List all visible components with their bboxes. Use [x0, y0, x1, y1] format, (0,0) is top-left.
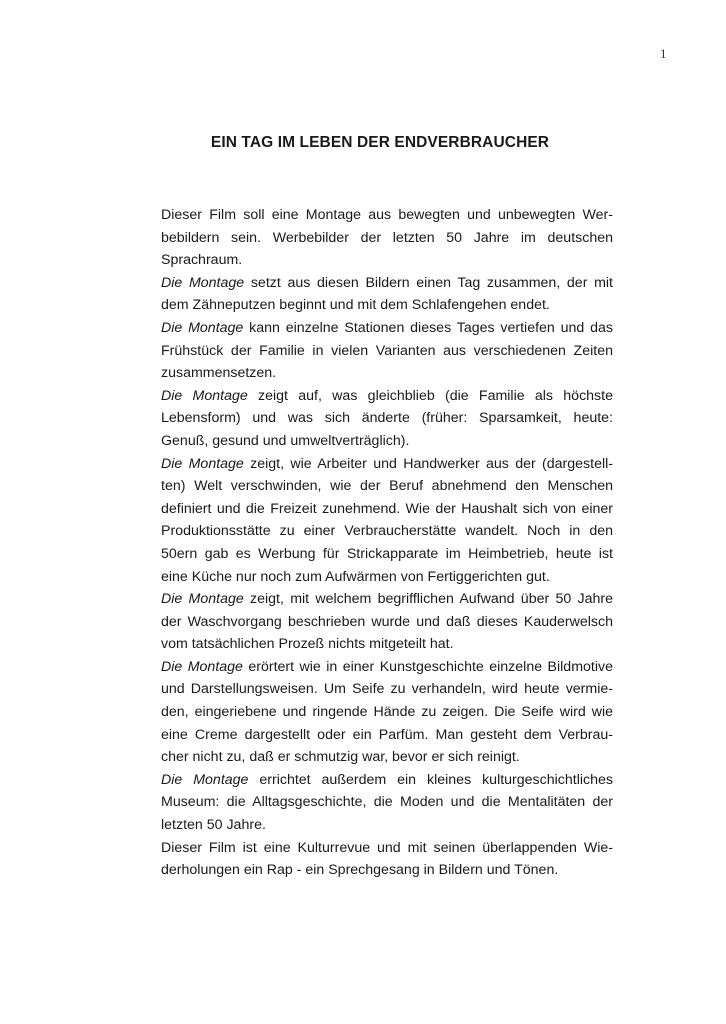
italic-lead: Die Montage — [161, 319, 244, 336]
line-text: kann einzelne Stationen dieses Tages vertiefen und das — [243, 319, 613, 336]
text-line — [161, 859, 613, 882]
line-text: erörtert wie in einer Kunstgeschichte einzelne Bildmotive — [242, 658, 613, 675]
italic-lead: Die Montage — [161, 591, 244, 608]
text-line — [161, 385, 613, 408]
line-text: zeigt, mit welchem begrifflichen Aufwand über 50 Jahre — [243, 591, 613, 608]
line-text: Dieser Film soll eine Montage aus bewegten und unbewegten Wer- — [161, 207, 613, 223]
line-text: setzt aus diesen Bildern einen Tag zusammen, der mit — [244, 274, 613, 291]
line-text: cher nicht zu, daß er schmutzig war, bevor er sich reinigt. — [161, 749, 520, 766]
text-line — [161, 249, 613, 272]
text-line — [161, 633, 613, 656]
italic-lead: Die Montage — [161, 771, 249, 788]
line-text: definiert und die Freizeit zunehmend. Wie der Haushalt sich von einer — [161, 500, 613, 517]
line-text: Frühstück der Familie in vielen Varianten aus verschiedenen Zeiten — [161, 342, 613, 359]
text-line — [161, 430, 613, 453]
text-line — [161, 407, 613, 430]
line-text: der Waschvorgang beschrieben wurde und daß dieses Kauderwelsch — [161, 613, 613, 630]
line-text: zeigt, wie Arbeiter und Handwerker aus der (dargestell- — [243, 455, 613, 472]
line-text: bebildern sein. Werbebilder der letzten 50 Jahre im deutschen — [161, 229, 613, 246]
text-line — [161, 362, 613, 385]
italic-lead: Die Montage — [161, 387, 248, 404]
line-text: 50ern gab es Werbung für Strickapparate im Heimbetrieb, heute ist — [161, 545, 613, 562]
text-line — [161, 520, 613, 543]
text-line — [161, 227, 613, 250]
line-text: eine Creme dargestellt oder ein Parfüm. Man gesteht dem Verbrau- — [161, 726, 613, 743]
text-line — [161, 656, 613, 679]
text-line — [161, 498, 613, 521]
document-body — [161, 204, 613, 882]
italic-lead: Die Montage — [161, 658, 243, 675]
line-text: Genuß, gesund und umweltverträglich). — [161, 432, 410, 449]
text-line — [161, 746, 613, 769]
line-text: zusammensetzen. — [161, 365, 277, 382]
line-text: derholungen ein Rap - ein Sprechgesang in Bildern und Tönen. — [161, 862, 559, 879]
text-line — [161, 611, 613, 634]
text-line — [161, 340, 613, 363]
line-text: eine Küche nur noch zum Aufwärmen von Fertiggerichten gut. — [161, 568, 550, 585]
text-line — [161, 769, 613, 792]
line-text: den, eingeriebene und ringende Hände zu zeigen. Die Seife wird wie — [161, 704, 613, 721]
line-text: vom tatsächlichen Prozeß nichts mitgeteilt hat. — [161, 636, 454, 653]
text-line — [161, 837, 613, 860]
text-line — [161, 294, 613, 317]
line-text: letzten 50 Jahre. — [161, 817, 266, 834]
text-line — [161, 317, 613, 340]
line-text: und Darstellungsweisen. Um Seife zu verhandeln, wird heute vermie- — [161, 681, 613, 698]
line-text: Sprachraum. — [161, 252, 243, 269]
italic-lead: Die Montage — [161, 274, 245, 291]
line-text: ten) Welt verschwinden, wie der Beruf abnehmend den Menschen — [161, 478, 613, 495]
text-line — [161, 724, 613, 747]
line-text: zeigt auf, was gleichblieb (die Familie als höchste — [247, 387, 613, 404]
text-line — [161, 566, 613, 589]
italic-lead: Die Montage — [161, 455, 244, 472]
line-text: Dieser Film ist eine Kulturrevue und mit seinen überlappenden Wie- — [161, 839, 613, 856]
line-text: Museum: die Alltagsgeschichte, die Moden und die Mentalitäten der — [161, 794, 613, 811]
page-number: 1 — [660, 46, 667, 61]
text-line — [161, 814, 613, 837]
text-line — [161, 204, 613, 227]
line-text: dem Zähneputzen beginnt und mit dem Schlafengehen endet. — [161, 297, 550, 314]
document-title: EIN TAG IM LEBEN DER ENDVERBRAUCHER — [210, 134, 550, 151]
text-line — [161, 588, 613, 611]
text-line — [161, 678, 613, 701]
line-text: Lebensform) und was sich änderte (früher: Sparsamkeit, heute: — [161, 410, 613, 427]
text-line — [161, 272, 613, 295]
text-line — [161, 475, 613, 498]
text-line — [161, 453, 613, 476]
line-text: errichtet außerdem ein kleines kulturgeschichtliches — [248, 771, 613, 788]
text-line — [161, 543, 613, 566]
line-text: Produktionsstätte zu einer Verbraucherstätte wandelt. Noch in den — [161, 523, 613, 540]
text-line — [161, 791, 613, 814]
text-line — [161, 701, 613, 724]
